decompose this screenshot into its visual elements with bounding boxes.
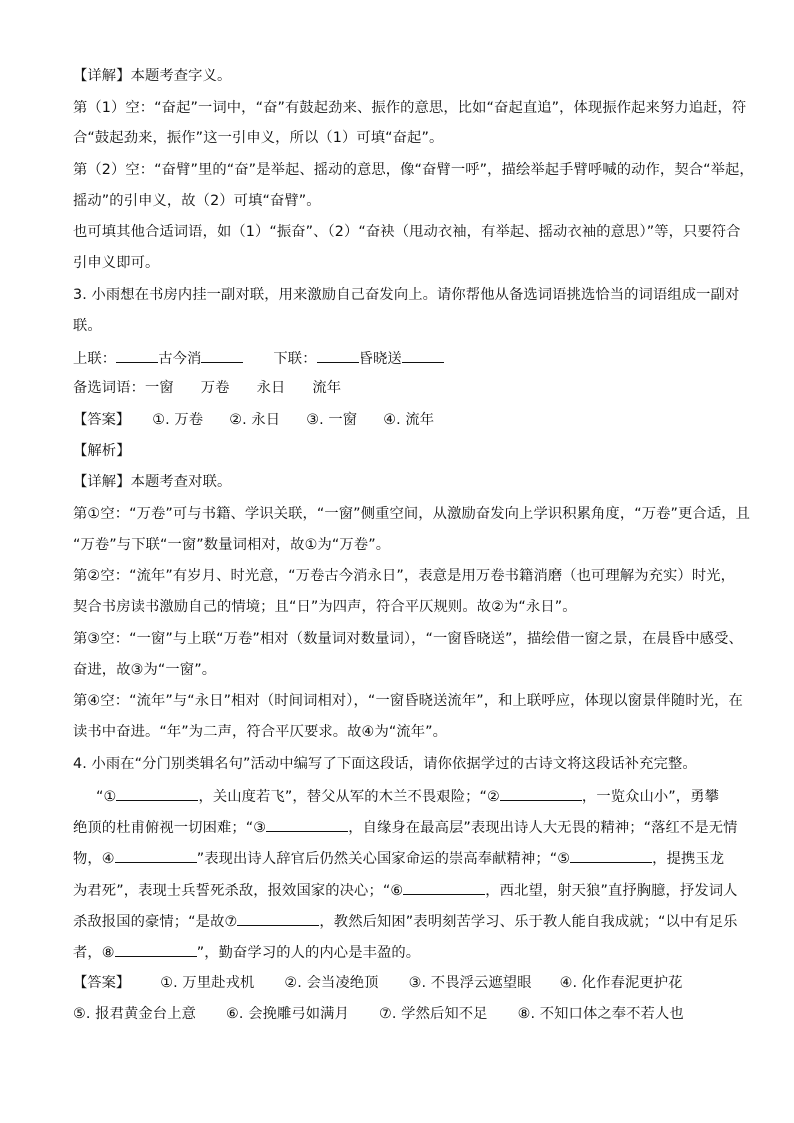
explanation-line: 读书中奋进。“年”为二声，符合平仄要求。故④为“流年”。 bbox=[73, 724, 448, 740]
answer-line bbox=[73, 1004, 728, 1024]
upper-blank-1[interactable] bbox=[116, 347, 158, 363]
passage-text: 为君死”，表现士兵誓死杀敌，报效国家的决心；“⑥ bbox=[73, 883, 404, 899]
passage-text: ，自缘身在最高层”表现出诗人大无畏的精神；“落红不是无情 bbox=[348, 820, 738, 836]
explanation-line: 第④空：“流年”与“永日”相对（时间词相对），“一窗昏晓送流年”，和上联呼应，体现以窗景伴随时光，在 bbox=[73, 693, 743, 709]
analysis-tag: 【解析】 bbox=[73, 443, 131, 459]
answer-item: ②. 永日 bbox=[229, 412, 281, 428]
passage-line bbox=[96, 785, 728, 807]
fill-blank-8[interactable] bbox=[115, 941, 197, 957]
answer-item: ①. 万卷 bbox=[152, 412, 204, 428]
couplet-line bbox=[73, 347, 728, 369]
passage-text: ”表现出诗人辞官后仍然关心国家命运的崇高奉献精神；“⑤ bbox=[196, 851, 571, 867]
passage-text: 杀敌报国的豪情；“是故⑦ bbox=[73, 914, 238, 930]
passage-text: ”，勤奋学习的人的内心是丰盈的。 bbox=[196, 945, 421, 961]
answer-item: ②. 会当凌绝顶 bbox=[284, 975, 379, 991]
options-line bbox=[73, 378, 728, 398]
passage-line bbox=[73, 941, 728, 963]
explanation-line: “万卷”与下联“一窗”数量词相对，故①为“万卷”。 bbox=[73, 537, 391, 553]
passage-text: 物，④ bbox=[73, 851, 115, 867]
fill-blank-5[interactable] bbox=[570, 847, 652, 863]
passage-text: ，一览众山小”，勇攀 bbox=[581, 789, 719, 805]
detail-heading: 【详解】本题考查字义。 bbox=[73, 68, 232, 84]
answer-item: ④. 化作春泥更护花 bbox=[559, 975, 683, 991]
fill-blank-7[interactable] bbox=[237, 910, 319, 926]
answer-tag: 【答案】 bbox=[73, 412, 131, 428]
lower-couplet-mid: 昏晓送 bbox=[358, 351, 402, 367]
explanation-line: 第③空：“一窗”与上联“万卷”相对（数量词对数量词），“一窗昏晓送”，描绘借一窗之景，在晨昏中感受、 bbox=[73, 631, 743, 647]
answer-item: ⑥. 会挽雕弓如满月 bbox=[225, 1006, 349, 1022]
passage-text: “① bbox=[96, 789, 117, 805]
fill-blank-6[interactable] bbox=[403, 879, 485, 895]
detail-heading: 【详解】本题考查对联。 bbox=[73, 474, 232, 490]
explanation-line: 第（2）空：“奋臂”里的“奋”是举起、摇动的意思，像“奋臂一呼”，描绘举起手臂呼喊的动作，契合“举起， bbox=[73, 162, 754, 178]
option-item: 万卷 bbox=[200, 380, 230, 396]
passage-line bbox=[73, 879, 738, 901]
explanation-line: 第①空：“万卷”可与书籍、学识关联，“一窗”侧重空间，从激励奋发向上学识积累角度，“万卷”更合适，且 bbox=[73, 506, 751, 522]
upper-couplet-label: 上联： bbox=[73, 351, 117, 367]
passage-text: 者，⑧ bbox=[73, 945, 115, 961]
answer-tag: 【答案】 bbox=[73, 975, 131, 991]
lower-couplet-label: 下联： bbox=[273, 351, 317, 367]
answer-item: ③. 一窗 bbox=[306, 412, 358, 428]
passage-text: ，教然后知困”表明刻苦学习、乐于教人能自我成就；“以中有足乐 bbox=[319, 914, 738, 930]
answer-line bbox=[73, 973, 728, 993]
passage-text: ，关山度若飞”，替父从军的木兰不畏艰险；“② bbox=[198, 789, 500, 805]
fill-blank-2[interactable] bbox=[500, 785, 582, 801]
explanation-line: 引申义即可。 bbox=[73, 255, 160, 271]
explanation-line: 合“鼓起劲来，振作”这一引申义，所以（1）可填“奋起”。 bbox=[73, 130, 444, 146]
passage-text: ，提携玉龙 bbox=[652, 851, 725, 867]
passage-text: ，西北望，射天狼”直抒胸臆，抒发词人 bbox=[485, 883, 738, 899]
passage-line bbox=[73, 847, 728, 869]
lower-blank-1[interactable] bbox=[317, 347, 359, 363]
fill-blank-3[interactable] bbox=[266, 816, 348, 832]
question-stem: 4. 小雨在“分门别类辑名句”活动中编写了下面这段话，请你依据学过的古诗文将这段话补充完整。 bbox=[73, 756, 697, 772]
answer-line bbox=[73, 410, 728, 430]
fill-blank-1[interactable] bbox=[116, 785, 198, 801]
explanation-line: 奋进，故③为“一窗”。 bbox=[73, 662, 217, 678]
upper-blank-2[interactable] bbox=[201, 347, 243, 363]
passage-text: 绝顶的杜甫俯视一切困难；“③ bbox=[73, 820, 267, 836]
lower-blank-2[interactable] bbox=[402, 347, 444, 363]
fill-blank-4[interactable] bbox=[115, 847, 197, 863]
question-stem: 3. 小雨想在书房内挂一副对联，用来激励自己奋发向上。请你帮他从备选词语挑选恰当的词语组成一副对 bbox=[73, 287, 740, 303]
answer-item: ⑦. 学然后知不足 bbox=[378, 1006, 488, 1022]
options-label: 备选词语： bbox=[73, 380, 145, 396]
answer-item: ①. 万里赴戎机 bbox=[160, 975, 255, 991]
answer-item: ③. 不畏浮云遮望眼 bbox=[408, 975, 532, 991]
passage-line bbox=[73, 816, 738, 838]
answer-item: ⑤. 报君黄金台上意 bbox=[73, 1006, 196, 1022]
passage-line bbox=[73, 910, 738, 932]
upper-couplet-mid: 古今消 bbox=[158, 351, 202, 367]
question-stem: 联。 bbox=[73, 318, 102, 334]
explanation-line: 摇动”的引申义，故（2）可填“奋臂”。 bbox=[73, 193, 321, 209]
option-item: 流年 bbox=[312, 380, 342, 396]
explanation-line: 第②空：“流年”有岁月、时光意，“万卷古今消永日”，表意是用万卷书籍消磨（也可理解为充实）时光， bbox=[73, 568, 736, 584]
option-item: 一窗 bbox=[144, 380, 174, 396]
explanation-line: 也可填其他合适词语，如（1）“振奋”、（2）“奋袂（甩动衣袖，有举起、摇动衣袖的意思）”等，只要符合 bbox=[73, 224, 741, 240]
option-item: 永日 bbox=[256, 380, 286, 396]
explanation-line: 契合书房读书激励自己的情境；且“日”为四声，符合平仄规则。故②为“永日”。 bbox=[73, 599, 577, 615]
answer-item: ④. 流年 bbox=[383, 412, 435, 428]
explanation-line: 第（1）空：“奋起”一词中，“奋”有鼓起劲来、振作的意思，比如“奋起直追”，体现振作起来努力追赶，符 bbox=[73, 100, 747, 116]
answer-item: ⑧. 不知口体之奉不若人也 bbox=[517, 1006, 684, 1022]
